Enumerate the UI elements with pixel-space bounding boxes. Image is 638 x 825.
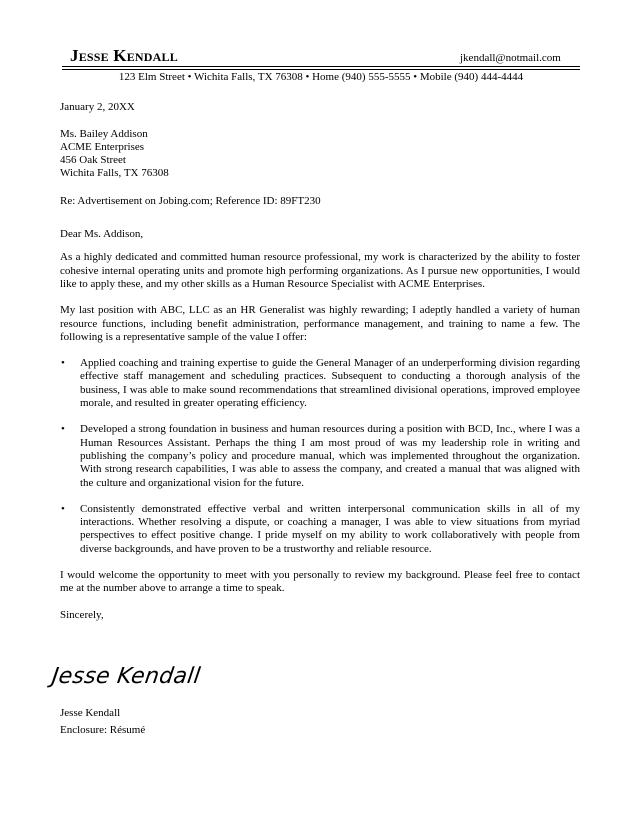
enclosure-note: Enclosure: Résumé — [60, 724, 146, 736]
list-item-text: Developed a strong foundation in business and human resources during a position with BCD, Inc., where I was a Human Resources Assistant. Perhaps the thing I am most proud of was my leadership role in writing and publishing the company’s policy and procedure manual, which was implemented throughout the organization. With strong research capabilities, I was able to assess the company, and created a manual that was aligned with the culture and organizational vision for the future. — [80, 423, 580, 489]
typed-name: Jesse Kendall — [60, 707, 121, 719]
letter-date: January 2, 20XX — [60, 101, 135, 113]
list-item-text: Consistently demonstrated effective verbal and written interpersonal communication skills in all of my interactions. Whether resolving a dispute, or coaching a manager, I was able to view situations from myriad perspectives to effect positive change. I pride myself on my ability to work collaboratively with people from diverse backgrounds, and have proven to be a trustworthy and reliable resource. — [80, 502, 580, 555]
body-paragraph: As a highly dedicated and committed human resource professional, my work is characterized by the ability to foster cohesive internal operating units and promote high performing organizations. As I pursue new opportunities, I would like to apply these, and my other skills as a Human Resource Specialist with ACME Enterprises. — [60, 251, 580, 290]
list-item — [60, 357, 580, 410]
bullet-icon: • — [61, 357, 65, 370]
body-paragraph: My last position with ABC, LLC as an HR Generalist was highly rewarding; I adeptly handled a variety of human resource functions, including benefit administration, performance management, and training to name a few. The following is a representative sample of the value I offer: — [60, 304, 580, 343]
salutation: Dear Ms. Addison, — [60, 228, 144, 241]
bullet-icon: • — [61, 502, 65, 515]
sender-name: Jesse Kendall — [70, 46, 178, 65]
recipient-line: Ms. Bailey Addison — [60, 127, 148, 140]
value-bullet-list — [60, 357, 580, 556]
header-rule-thin — [62, 69, 580, 70]
list-item — [60, 423, 580, 489]
list-item-text: Applied coaching and training expertise to guide the General Manager of an underperforming division regarding effective staff management and scheduling practices. Subsequent to conducting a thorough analysis of the business, I was able to make sound recommendations that streamlined divisional operations, improved employee morale, and resulted in greater operating efficiency. — [80, 357, 580, 410]
sender-address-line: 123 Elm Street • Wichita Falls, TX 76308 • Home (940) 555-5555 • Mobile (940) 444-4444 — [118, 71, 524, 83]
handwritten-signature: Jesse Kendall — [50, 664, 202, 689]
reference-line: Re: Advertisement on Jobing.com; Reference ID: 89FT230 — [60, 194, 321, 207]
recipient-line: 456 Oak Street — [60, 154, 126, 167]
recipient-line: Wichita Falls, TX 76308 — [60, 167, 169, 180]
sign-off: Sincerely, — [60, 608, 104, 621]
list-item — [60, 503, 580, 556]
sender-email: jkendall@notmail.com — [460, 52, 561, 64]
header-rule-thick — [62, 66, 580, 67]
recipient-block — [60, 128, 580, 181]
recipient-line: ACME Enterprises — [60, 140, 145, 153]
bullet-icon: • — [61, 423, 65, 436]
letter-body — [60, 101, 580, 622]
closing-paragraph: I would welcome the opportunity to meet with you personally to review my background. Please feel free to contact me at the number above to arrange a time to speak. — [60, 569, 580, 595]
